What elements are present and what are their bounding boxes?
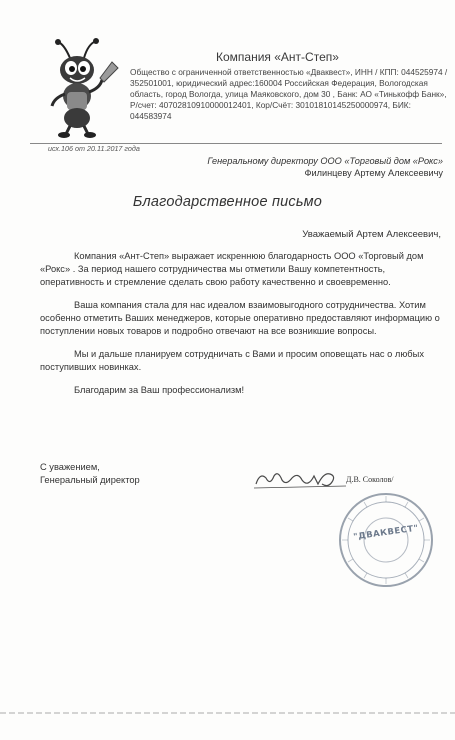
signer-name: Д.В. Соколов/ [346, 475, 394, 484]
handwritten-signature [252, 466, 348, 492]
company-title: Компания «Ант-Степ» [216, 50, 339, 64]
addressee-position: Генеральному директору ООО «Торговый дом «Рокс» [207, 156, 443, 166]
document-title: Благодарственное письмо [132, 194, 323, 210]
addressee-block [207, 155, 443, 179]
letter-body [40, 250, 440, 407]
outgoing-reference: исх.106 от 20.11.2017 года [48, 144, 140, 153]
company-requisites: Общество с ограниченной ответственностью «Дваквест», ИНН / КПП: 044525974 / 352501001, юридический адрес:160004 Российская Федерация, Вологодская область, город Вологда, улица Маяковского, дом 30 , Банк: АО «Тинькофф Банк», Р/счет: 40702810910000012401, Кор/Счёт: 30101810145250000974, БИК: 044583974 [130, 67, 448, 121]
body-paragraph: Благодарим за Ваш профессионализм! [74, 385, 245, 395]
stamp-company-name: "ДВАКВЕСТ" [352, 523, 420, 543]
body-paragraph: Компания «Ант-Степ» выражает искреннюю благодарность ООО «Торговый дом «Рокс» . За период нашего сотрудничества мы отметили Вашу компетентность, оперативность и стремление сделать свою работу качественно и своевременно. [40, 251, 424, 287]
closing-block [40, 461, 140, 487]
body-paragraph: Ваша компания стала для нас идеалом взаимовыгодного сотрудничества. Хотим особенно отметить Ваших менеджеров, которые оперативно предоставляют информацию о поступлении новых товаров и подробно отвечают на все возникшие вопросы. [40, 300, 440, 336]
closing-regards: С уважением, [40, 462, 100, 472]
page-bottom-edge [0, 712, 455, 714]
addressee-name: Филинцеву Артему Алексеевичу [304, 168, 443, 178]
closing-position: Генеральный директор [40, 475, 140, 485]
body-paragraph: Мы и дальше планируем сотрудничать с Вами и просим оповещать нас о любых поступивших новинках. [40, 349, 424, 372]
ant-mascot-logo [40, 38, 122, 138]
greeting: Уважаемый Артем Алексеевич, [302, 229, 441, 240]
